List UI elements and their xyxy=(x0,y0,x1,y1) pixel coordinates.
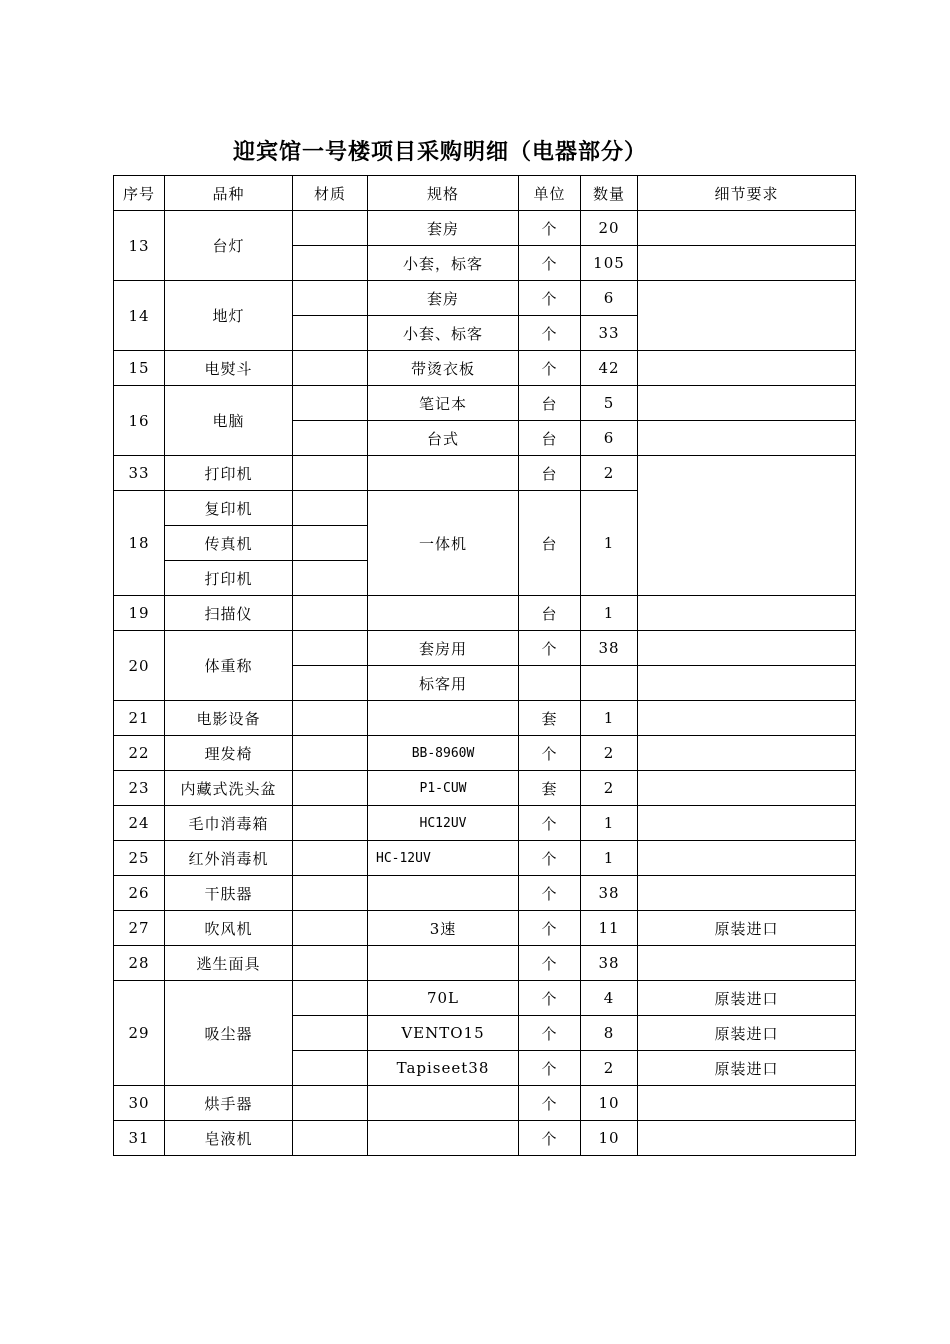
cell-unit: 个 xyxy=(519,281,581,316)
cell-unit: 个 xyxy=(519,316,581,351)
cell-unit: 个 xyxy=(519,1016,581,1051)
cell-seq: 28 xyxy=(114,946,165,981)
table-row xyxy=(114,701,856,736)
cell-material xyxy=(293,876,368,911)
cell-item: 红外消毒机 xyxy=(165,841,293,876)
cell-spec: 3速 xyxy=(368,911,519,946)
page-title: 迎宾馆一号楼项目采购明细（电器部分） xyxy=(233,140,648,165)
cell-item: 体重称 xyxy=(165,631,293,701)
table-row xyxy=(114,456,856,491)
cell-qty: 42 xyxy=(581,351,638,386)
cell-material xyxy=(293,701,368,736)
cell-seq: 33 xyxy=(114,456,165,491)
cell-unit: 个 xyxy=(519,631,581,666)
cell-unit: 个 xyxy=(519,351,581,386)
cell-spec: 带烫衣板 xyxy=(368,351,519,386)
cell-detail xyxy=(638,456,856,596)
cell-unit: 个 xyxy=(519,1121,581,1156)
table-row xyxy=(114,806,856,841)
cell-detail xyxy=(638,701,856,736)
cell-unit: 个 xyxy=(519,1086,581,1121)
cell-detail xyxy=(638,1086,856,1121)
cell-material xyxy=(293,316,368,351)
cell-item: 电影设备 xyxy=(165,701,293,736)
cell-unit: 台 xyxy=(519,386,581,421)
cell-spec: HC12UV xyxy=(368,806,519,841)
cell-spec: 小套，标客 xyxy=(368,246,519,281)
header-material: 材质 xyxy=(293,176,368,211)
cell-seq: 14 xyxy=(114,281,165,351)
cell-unit: 个 xyxy=(519,736,581,771)
cell-qty: 33 xyxy=(581,316,638,351)
cell-item: 传真机 xyxy=(165,526,293,561)
cell-qty: 20 xyxy=(581,211,638,246)
cell-detail: 原装进口 xyxy=(638,1051,856,1086)
cell-seq: 24 xyxy=(114,806,165,841)
cell-item: 皂液机 xyxy=(165,1121,293,1156)
cell-item: 毛巾消毒箱 xyxy=(165,806,293,841)
cell-seq: 25 xyxy=(114,841,165,876)
cell-seq: 29 xyxy=(114,981,165,1086)
cell-spec: BB-8960W xyxy=(368,736,519,771)
cell-seq: 31 xyxy=(114,1121,165,1156)
cell-material xyxy=(293,596,368,631)
header-unit: 单位 xyxy=(519,176,581,211)
table-row xyxy=(114,351,856,386)
cell-material xyxy=(293,1121,368,1156)
cell-spec xyxy=(368,876,519,911)
cell-unit: 个 xyxy=(519,981,581,1016)
cell-unit: 个 xyxy=(519,876,581,911)
cell-qty: 6 xyxy=(581,421,638,456)
cell-qty: 10 xyxy=(581,1121,638,1156)
cell-unit: 个 xyxy=(519,1051,581,1086)
cell-item: 电脑 xyxy=(165,386,293,456)
cell-spec: 台式 xyxy=(368,421,519,456)
cell-item: 电熨斗 xyxy=(165,351,293,386)
cell-qty: 10 xyxy=(581,1086,638,1121)
cell-qty xyxy=(581,666,638,701)
cell-qty: 4 xyxy=(581,981,638,1016)
header-spec: 规格 xyxy=(368,176,519,211)
header-qty: 数量 xyxy=(581,176,638,211)
table-row xyxy=(114,1121,856,1156)
cell-unit: 个 xyxy=(519,946,581,981)
cell-detail xyxy=(638,666,856,701)
cell-qty: 5 xyxy=(581,386,638,421)
cell-seq: 16 xyxy=(114,386,165,456)
cell-unit: 台 xyxy=(519,456,581,491)
cell-spec xyxy=(368,701,519,736)
cell-detail xyxy=(638,841,856,876)
cell-spec: 套房 xyxy=(368,281,519,316)
cell-spec xyxy=(368,946,519,981)
cell-detail xyxy=(638,596,856,631)
table-row xyxy=(114,981,856,1016)
cell-unit: 台 xyxy=(519,491,581,596)
cell-qty: 1 xyxy=(581,491,638,596)
table-row xyxy=(114,771,856,806)
cell-qty: 2 xyxy=(581,736,638,771)
cell-material xyxy=(293,1016,368,1051)
cell-detail xyxy=(638,211,856,246)
cell-qty: 6 xyxy=(581,281,638,316)
cell-unit: 台 xyxy=(519,596,581,631)
table-row xyxy=(114,911,856,946)
cell-detail xyxy=(638,351,856,386)
cell-seq: 18 xyxy=(114,491,165,596)
cell-spec xyxy=(368,456,519,491)
cell-detail xyxy=(638,946,856,981)
cell-material xyxy=(293,736,368,771)
cell-material xyxy=(293,386,368,421)
cell-unit: 个 xyxy=(519,246,581,281)
cell-item: 理发椅 xyxy=(165,736,293,771)
cell-spec: Tapiseet38 xyxy=(368,1051,519,1086)
cell-spec: 70L xyxy=(368,981,519,1016)
cell-detail xyxy=(638,631,856,666)
cell-material xyxy=(293,1086,368,1121)
cell-detail xyxy=(638,771,856,806)
header-seq: 序号 xyxy=(114,176,165,211)
cell-unit: 个 xyxy=(519,211,581,246)
cell-unit: 个 xyxy=(519,806,581,841)
cell-detail: 原装进口 xyxy=(638,1016,856,1051)
cell-seq: 19 xyxy=(114,596,165,631)
cell-material xyxy=(293,561,368,596)
cell-spec xyxy=(368,1086,519,1121)
cell-item: 地灯 xyxy=(165,281,293,351)
cell-qty: 38 xyxy=(581,876,638,911)
header-item: 品种 xyxy=(165,176,293,211)
cell-detail: 原装进口 xyxy=(638,911,856,946)
cell-material xyxy=(293,211,368,246)
table-row xyxy=(114,386,856,421)
cell-qty: 2 xyxy=(581,456,638,491)
cell-unit: 台 xyxy=(519,421,581,456)
cell-qty: 1 xyxy=(581,841,638,876)
cell-detail xyxy=(638,736,856,771)
cell-detail xyxy=(638,1121,856,1156)
cell-material xyxy=(293,526,368,561)
cell-item: 逃生面具 xyxy=(165,946,293,981)
table-row xyxy=(114,1086,856,1121)
table-row xyxy=(114,631,856,666)
cell-qty: 105 xyxy=(581,246,638,281)
cell-qty: 2 xyxy=(581,1051,638,1086)
cell-seq: 15 xyxy=(114,351,165,386)
cell-material xyxy=(293,666,368,701)
cell-qty: 8 xyxy=(581,1016,638,1051)
cell-material xyxy=(293,981,368,1016)
cell-seq: 13 xyxy=(114,211,165,281)
cell-spec: P1-CUW xyxy=(368,771,519,806)
cell-material xyxy=(293,841,368,876)
table-row xyxy=(114,211,856,246)
cell-seq: 23 xyxy=(114,771,165,806)
cell-material xyxy=(293,491,368,526)
cell-material xyxy=(293,456,368,491)
cell-qty: 1 xyxy=(581,596,638,631)
cell-spec: 标客用 xyxy=(368,666,519,701)
header-detail: 细节要求 xyxy=(638,176,856,211)
cell-item: 打印机 xyxy=(165,456,293,491)
cell-spec: 小套、标客 xyxy=(368,316,519,351)
cell-seq: 30 xyxy=(114,1086,165,1121)
cell-spec xyxy=(368,1121,519,1156)
cell-detail xyxy=(638,281,856,351)
cell-qty: 1 xyxy=(581,806,638,841)
cell-material xyxy=(293,911,368,946)
cell-material xyxy=(293,421,368,456)
cell-item: 干肤器 xyxy=(165,876,293,911)
cell-detail xyxy=(638,246,856,281)
cell-item: 内藏式洗头盆 xyxy=(165,771,293,806)
cell-detail xyxy=(638,806,856,841)
cell-qty: 1 xyxy=(581,701,638,736)
cell-seq: 20 xyxy=(114,631,165,701)
procurement-table xyxy=(113,175,856,1156)
cell-material xyxy=(293,771,368,806)
table-row xyxy=(114,281,856,316)
cell-material xyxy=(293,631,368,666)
cell-seq: 26 xyxy=(114,876,165,911)
cell-spec: HC-12UV xyxy=(368,841,519,876)
cell-material xyxy=(293,946,368,981)
cell-spec: 笔记本 xyxy=(368,386,519,421)
cell-unit: 个 xyxy=(519,841,581,876)
cell-item: 烘手器 xyxy=(165,1086,293,1121)
cell-qty: 11 xyxy=(581,911,638,946)
cell-item: 复印机 xyxy=(165,491,293,526)
cell-item: 吹风机 xyxy=(165,911,293,946)
cell-seq: 22 xyxy=(114,736,165,771)
cell-unit xyxy=(519,666,581,701)
cell-spec: VENTO15 xyxy=(368,1016,519,1051)
cell-item: 打印机 xyxy=(165,561,293,596)
cell-item: 吸尘器 xyxy=(165,981,293,1086)
table-row xyxy=(114,596,856,631)
table-row xyxy=(114,946,856,981)
cell-seq: 21 xyxy=(114,701,165,736)
cell-material xyxy=(293,351,368,386)
cell-qty: 38 xyxy=(581,946,638,981)
cell-material xyxy=(293,806,368,841)
cell-detail xyxy=(638,421,856,456)
cell-unit: 个 xyxy=(519,911,581,946)
cell-material xyxy=(293,281,368,316)
cell-spec: 套房用 xyxy=(368,631,519,666)
table-row xyxy=(114,736,856,771)
table-row xyxy=(114,876,856,911)
table-row xyxy=(114,841,856,876)
cell-detail xyxy=(638,876,856,911)
cell-qty: 38 xyxy=(581,631,638,666)
cell-item: 扫描仪 xyxy=(165,596,293,631)
cell-detail: 原装进口 xyxy=(638,981,856,1016)
cell-spec: 套房 xyxy=(368,211,519,246)
cell-spec: 一体机 xyxy=(368,491,519,596)
cell-seq: 27 xyxy=(114,911,165,946)
cell-qty: 2 xyxy=(581,771,638,806)
cell-unit: 套 xyxy=(519,771,581,806)
header-row xyxy=(114,176,856,211)
cell-spec xyxy=(368,596,519,631)
cell-detail xyxy=(638,386,856,421)
cell-material xyxy=(293,1051,368,1086)
cell-material xyxy=(293,246,368,281)
cell-item: 台灯 xyxy=(165,211,293,281)
cell-unit: 套 xyxy=(519,701,581,736)
